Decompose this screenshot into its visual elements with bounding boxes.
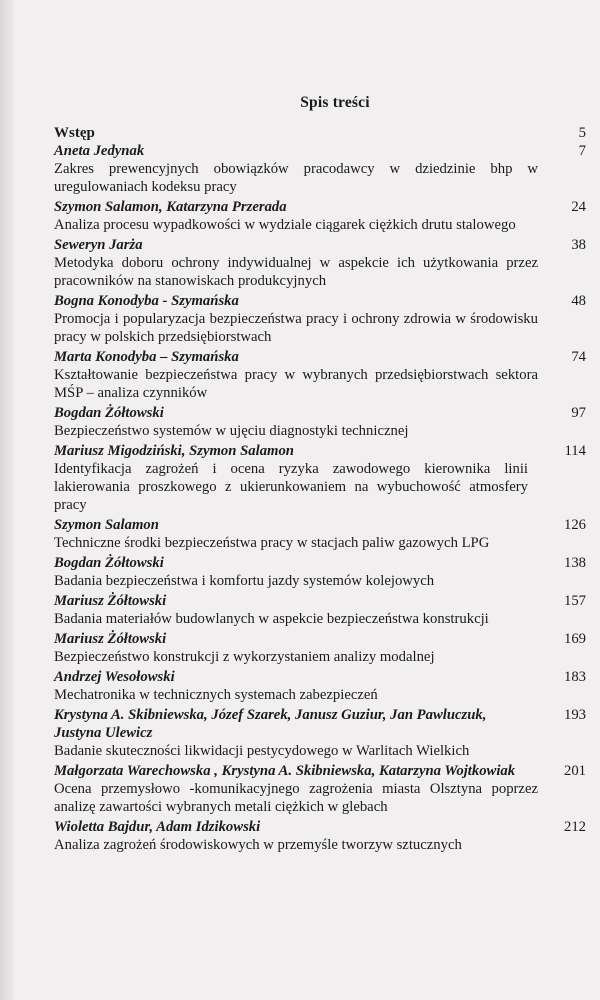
entry-authors: Bogna Konodyba - Szymańska: [54, 293, 239, 309]
entry-page-number: 212: [563, 819, 586, 835]
entry-authors: Wioletta Bajdur, Adam Idzikowski: [54, 819, 261, 835]
intro-page-number: 5: [578, 125, 586, 141]
entry-title: Analiza procesu wypadkowości w wydziale ciągarek ciężkich drutu stalowego: [54, 217, 516, 233]
entry-page-number: 24: [571, 199, 586, 215]
toc-intro: [54, 124, 586, 142]
toc-entry: [54, 442, 586, 514]
entry-page-number: 157: [563, 593, 586, 609]
toc-entry: [54, 404, 586, 440]
entry-page-number: 193: [563, 707, 586, 723]
entry-authors: Andrzej Wesołowski: [54, 669, 175, 685]
toc-entry: [54, 554, 586, 590]
entry-title: Bezpieczeństwo systemów w ujęciu diagnostyki technicznej: [54, 423, 409, 439]
toc-entry: [54, 706, 586, 760]
entry-authors: Marta Konodyba – Szymańska: [54, 349, 239, 365]
entry-title: Techniczne środki bezpieczeństwa pracy w stacjach paliw gazowych LPG: [54, 535, 490, 551]
entry-title: Analiza zagrożeń środowiskowych w przemyśle tworzyw sztucznych: [54, 837, 462, 853]
table-of-contents: [54, 94, 586, 856]
entry-title: Promocja i popularyzacja bezpieczeństwa pracy i ochrony zdrowia w środowisku pracy w polskich przedsiębiorstwach: [54, 311, 538, 345]
entry-authors: Małgorzata Warechowska , Krystyna A. Skibniewska, Katarzyna Wojtkowiak: [54, 763, 516, 779]
toc-entry: [54, 236, 586, 290]
entry-authors: Bogdan Żółtowski: [54, 555, 164, 571]
entry-authors: Seweryn Jarża: [54, 237, 143, 253]
toc-entry: [54, 348, 586, 402]
entry-title: Badania bezpieczeństwa i komfortu jazdy systemów kolejowych: [54, 573, 435, 589]
toc-entry: [54, 818, 586, 854]
entry-title: Ocena przemysłowo -komunikacyjnego zagrożenia miasta Olsztyna poprzez analizę zawartości wybranych metali ciężkich w glebach: [54, 781, 538, 815]
toc-entry: [54, 292, 586, 346]
entry-page-number: 201: [563, 763, 586, 779]
entry-title: Badanie skuteczności likwidacji pestycydowego w Warlitach Wielkich: [54, 743, 470, 759]
entry-title: Badania materiałów budowlanych w aspekcie bezpieczeństwa konstrukcji: [54, 611, 489, 627]
toc-entry: [54, 592, 586, 628]
entry-page-number: 114: [564, 443, 586, 459]
toc-entry: [54, 198, 586, 234]
toc-entry: [54, 142, 586, 196]
toc-entry: [54, 630, 586, 666]
entry-title: Mechatronika w technicznych systemach zabezpieczeń: [54, 687, 378, 703]
entry-title: Kształtowanie bezpieczeństwa pracy w wybranych przedsiębiorstwach sektora MŚP – analiza czynników: [54, 367, 538, 401]
page-edge-shadow: [0, 0, 14, 1000]
entry-authors: Mariusz Żółtowski: [54, 593, 167, 609]
entry-page-number: 97: [571, 405, 586, 421]
entry-authors: Szymon Salamon: [54, 517, 159, 533]
entry-authors: Krystyna A. Skibniewska, Józef Szarek, Janusz Guziur, Jan Pawluczuk, Justyna Ulewicz: [54, 707, 487, 741]
toc-entry: [54, 516, 586, 552]
entry-authors: Mariusz Żółtowski: [54, 631, 167, 647]
entry-authors: Bogdan Żółtowski: [54, 405, 164, 421]
entry-title: Zakres prewencyjnych obowiązków pracodawcy w dziedzinie bhp w uregulowaniach kodeksu pracy: [54, 161, 538, 195]
entry-title: Metodyka doboru ochrony indywidualnej w aspekcie ich użytkowania przez pracowników na stanowiskach produkcyjnych: [54, 255, 538, 289]
page-title: Spis treści: [300, 94, 370, 111]
toc-entry: [54, 668, 586, 704]
entry-title: Bezpieczeństwo konstrukcji z wykorzystaniem analizy modalnej: [54, 649, 435, 665]
entry-page-number: 169: [563, 631, 586, 647]
entry-authors: Aneta Jedynak: [54, 143, 145, 159]
entry-page-number: 126: [563, 517, 586, 533]
entry-page-number: 48: [571, 293, 586, 309]
entry-page-number: 183: [563, 669, 586, 685]
entry-authors: Szymon Salamon, Katarzyna Przerada: [54, 199, 287, 215]
entry-authors: Mariusz Migodziński, Szymon Salamon: [54, 443, 294, 459]
entry-page-number: 138: [563, 555, 586, 571]
entry-page-number: 7: [578, 143, 586, 159]
intro-label: Wstęp: [54, 125, 95, 141]
toc-entry: [54, 762, 586, 816]
entry-page-number: 38: [571, 237, 586, 253]
entry-title: Identyfikacja zagrożeń i ocena ryzyka zawodowego kierownika linii lakierowania proszkowego z ukierunkowaniem na wybuchowość atmosfery pracy: [54, 461, 528, 513]
entry-page-number: 74: [571, 349, 586, 365]
